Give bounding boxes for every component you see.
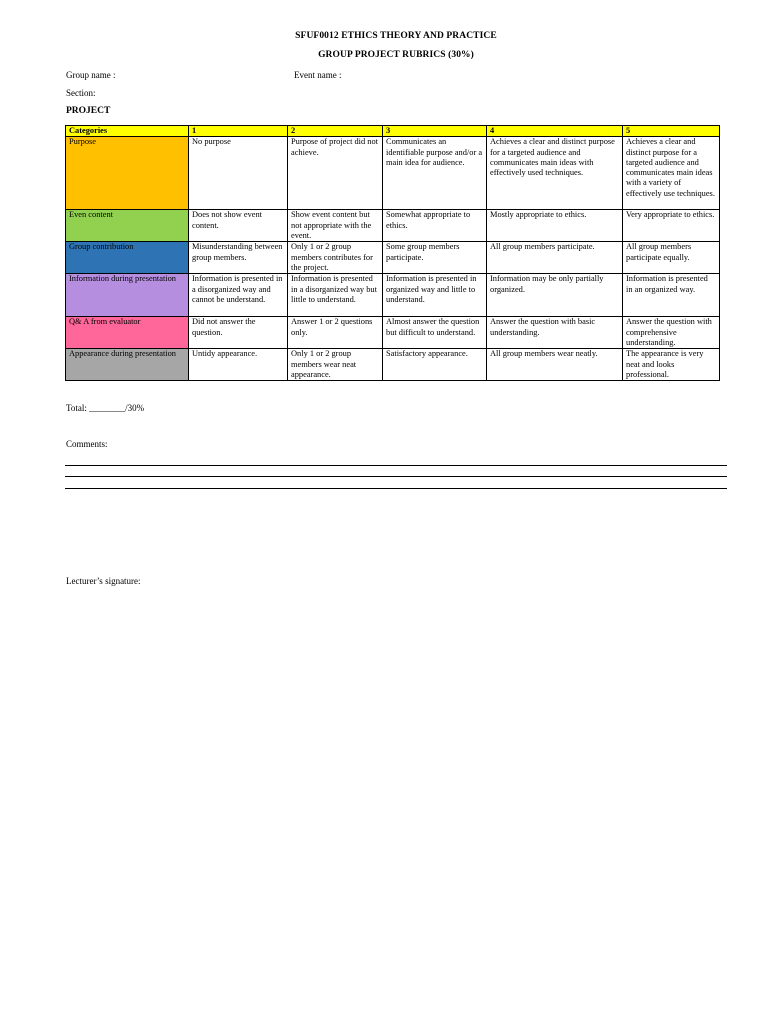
table-row [66, 210, 720, 242]
table-cell: Show event content but not appropriate with the event. [288, 210, 383, 242]
table-cell: Communicates an identifiable purpose and/or a main idea for audience. [383, 137, 487, 210]
table-cell: Very appropriate to ethics. [623, 210, 720, 242]
table-cell: Only 1 or 2 group members wear neat appearance. [288, 349, 383, 381]
section-heading: PROJECT [66, 106, 111, 116]
header-cell: 3 [383, 126, 487, 137]
table-row [66, 317, 720, 349]
header-cell: 2 [288, 126, 383, 137]
table-cell: Purpose of project did not achieve. [288, 137, 383, 210]
rubric-table [65, 125, 720, 381]
table-cell: Only 1 or 2 group members contributes for the project. [288, 242, 383, 274]
table-cell: All group members participate equally. [623, 242, 720, 274]
table-row [66, 242, 720, 274]
table-cell: Achieves a clear and distinct purpose for a targeted audience and communicates main ideas with effectively used techniques. [487, 137, 623, 210]
table-cell: Satisfactory appearance. [383, 349, 487, 381]
category-cell: Q& A from evaluator [66, 317, 189, 349]
table-cell: Does not show event content. [189, 210, 288, 242]
total-label: Total: ________/30% [66, 403, 145, 413]
course-title: SFUF0012 ETHICS THEORY AND PRACTICE [295, 31, 497, 41]
category-cell: Group contribution [66, 242, 189, 274]
table-cell: Misunderstanding between group members. [189, 242, 288, 274]
header-cell: Categories [66, 126, 189, 137]
header-cell: 4 [487, 126, 623, 137]
comment-line [65, 465, 727, 466]
table-cell: Information is presented in an organized way. [623, 274, 720, 317]
table-cell: Information is presented in a disorganized way and cannot be understand. [189, 274, 288, 317]
table-cell: Answer the question with comprehensive understanding. [623, 317, 720, 349]
table-cell: Somewhat appropriate to ethics. [383, 210, 487, 242]
table-cell: Answer the question with basic understanding. [487, 317, 623, 349]
table-cell: Mostly appropriate to ethics. [487, 210, 623, 242]
signature-label: Lecturer’s signature: [66, 576, 141, 586]
table-cell: The appearance is very neat and looks professional. [623, 349, 720, 381]
section-label: Section: [66, 88, 96, 98]
table-cell: Some group members participate. [383, 242, 487, 274]
event-name-label: Event name : [294, 70, 342, 80]
table-row [66, 137, 720, 210]
table-cell: Information is presented in organized way and little to understand. [383, 274, 487, 317]
table-row [66, 349, 720, 381]
comment-line [65, 476, 727, 477]
table-cell: No purpose [189, 137, 288, 210]
category-cell: Appearance during presentation [66, 349, 189, 381]
header-cell: 5 [623, 126, 720, 137]
comment-line [65, 488, 727, 489]
rubric-title: GROUP PROJECT RUBRICS (30%) [318, 50, 474, 60]
table-cell: Almost answer the question but difficult to understand. [383, 317, 487, 349]
header-cell: 1 [189, 126, 288, 137]
table-cell: Untidy appearance. [189, 349, 288, 381]
table-cell: Information may be only partially organized. [487, 274, 623, 317]
table-cell: All group members participate. [487, 242, 623, 274]
table-cell: Achieves a clear and distinct purpose for a targeted audience and communicates main ideas with a variety of effectively use techniques. [623, 137, 720, 210]
category-cell: Even content [66, 210, 189, 242]
table-cell: Information is presented in a disorganized way but little to understand. [288, 274, 383, 317]
category-cell: Purpose [66, 137, 189, 210]
table-cell: Did not answer the question. [189, 317, 288, 349]
group-name-label: Group name : [66, 70, 116, 80]
comments-label: Comments: [66, 439, 108, 449]
table-header-row [66, 126, 720, 137]
table-row [66, 274, 720, 317]
table-cell: Answer 1 or 2 questions only. [288, 317, 383, 349]
category-cell: Information during presentation [66, 274, 189, 317]
table-cell: All group members wear neatly. [487, 349, 623, 381]
